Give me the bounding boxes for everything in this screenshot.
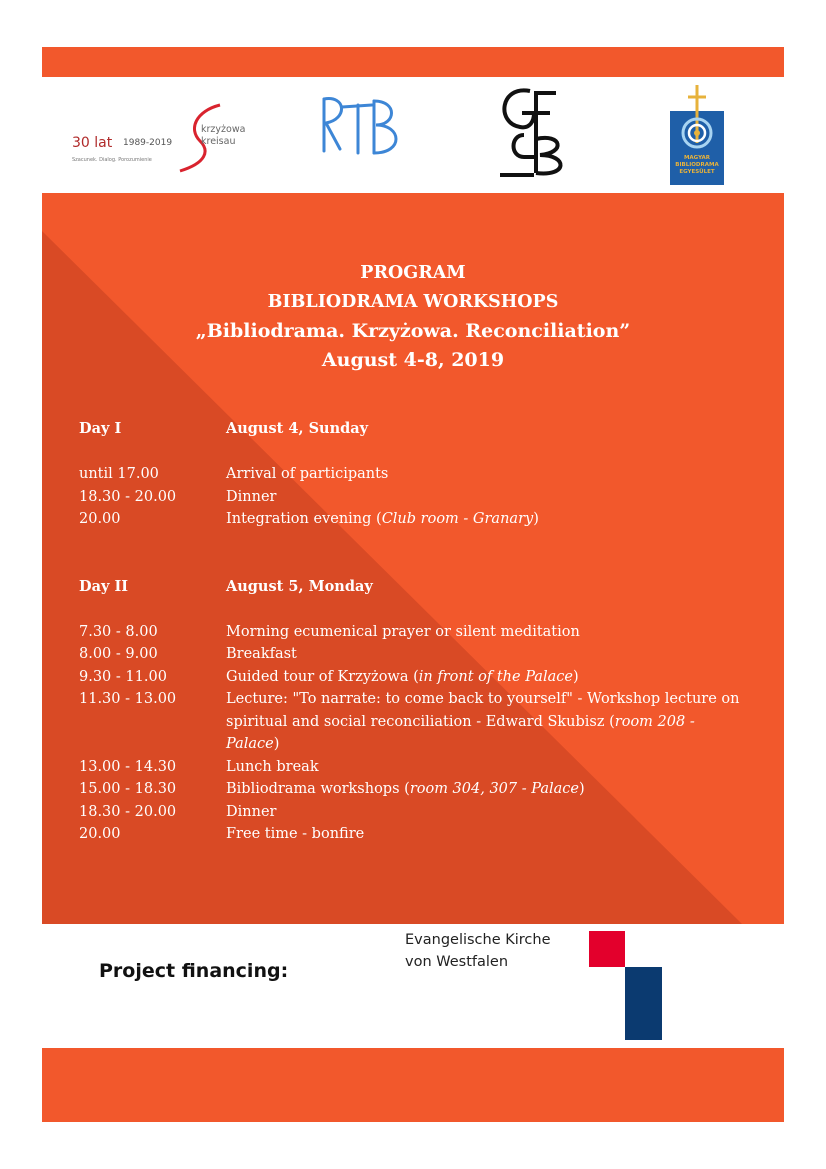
schedule-item bbox=[226, 666, 746, 689]
kreisau-name-pl: krzyżowa bbox=[201, 124, 246, 135]
schedule-row bbox=[79, 643, 746, 666]
gfb-logo bbox=[490, 83, 570, 179]
schedule-item bbox=[226, 711, 746, 756]
schedule-time: 18.30 - 20.00 bbox=[79, 488, 177, 505]
schedule-item bbox=[226, 508, 746, 531]
logo-row bbox=[42, 77, 784, 193]
schedule-item bbox=[226, 778, 746, 801]
mbe-line1: MAGYAR bbox=[683, 155, 711, 161]
item-text-end: ) bbox=[273, 736, 280, 752]
schedule-row bbox=[79, 508, 746, 531]
schedule-time bbox=[79, 711, 226, 756]
schedule-time: 8.00 - 9.00 bbox=[79, 646, 158, 662]
day2-header bbox=[79, 576, 746, 599]
bottom-orange-band bbox=[42, 1048, 784, 1122]
item-text: Bibliodrama workshops ( bbox=[226, 781, 410, 797]
ekvw-blue-bar-icon bbox=[625, 967, 662, 1040]
schedule-row bbox=[79, 823, 746, 846]
program-heading bbox=[42, 259, 784, 375]
mbe-line2: BIBLIODRAMA bbox=[675, 162, 719, 168]
heading-dates: August 4-8, 2019 bbox=[321, 349, 505, 371]
rtb-monogram-icon bbox=[316, 91, 408, 167]
schedule-time: 20.00 bbox=[79, 826, 121, 842]
item-text: Guided tour of Krzyżowa ( bbox=[226, 668, 419, 685]
schedule-item: Breakfast bbox=[226, 646, 297, 662]
item-text-end: ) bbox=[578, 781, 585, 797]
schedule-item: Lecture: "To narrate: to come back to yourself" - Workshop lecture on bbox=[226, 691, 740, 707]
schedule-time: until 17.00 bbox=[79, 466, 159, 482]
schedule bbox=[79, 418, 746, 846]
heading-line1: PROGRAM bbox=[360, 263, 466, 283]
project-financing-label: Project financing: bbox=[99, 960, 289, 982]
schedule-row bbox=[79, 486, 746, 509]
day1-label: Day I bbox=[79, 420, 122, 437]
day2-date: August 5, Monday bbox=[226, 577, 373, 595]
schedule-row bbox=[79, 801, 746, 824]
item-location: room 304, 307 - Palace bbox=[409, 781, 579, 797]
schedule-time: 18.30 - 20.00 bbox=[79, 803, 177, 820]
mbe-logo bbox=[670, 83, 724, 185]
rtb-logo bbox=[316, 91, 408, 167]
schedule-time: 7.30 - 8.00 bbox=[79, 623, 158, 640]
schedule-time: 15.00 - 18.30 bbox=[79, 781, 177, 797]
item-location: in front of the Palace bbox=[418, 668, 573, 685]
schedule-item: Arrival of participants bbox=[226, 466, 389, 482]
schedule-row bbox=[79, 688, 746, 711]
schedule-row bbox=[79, 756, 746, 779]
schedule-row bbox=[79, 666, 746, 689]
financing-section bbox=[42, 924, 784, 1048]
mbe-line3: EGYESÜLET bbox=[679, 169, 715, 175]
schedule-row bbox=[79, 463, 746, 486]
item-text-end: ) bbox=[533, 511, 539, 527]
schedule-time: 9.30 - 11.00 bbox=[79, 668, 167, 685]
schedule-item: Lunch break bbox=[226, 758, 319, 775]
item-location: room 208 - Palace bbox=[226, 713, 695, 752]
program-panel bbox=[42, 193, 784, 924]
item-location: Club room - Granary bbox=[381, 511, 534, 527]
schedule-item: Dinner bbox=[226, 803, 277, 820]
kreisau-name-de: kreisau bbox=[201, 136, 236, 147]
day1-date: August 4, Sunday bbox=[226, 420, 369, 437]
ekvw-line1: Evangelische Kirche bbox=[405, 932, 551, 948]
heading-line2: BIBLIODRAMA WORKSHOPS bbox=[267, 292, 559, 312]
schedule-row bbox=[79, 621, 746, 644]
day2-label: Day II bbox=[79, 577, 129, 595]
schedule-time: 11.30 - 13.00 bbox=[79, 691, 177, 707]
item-text-end: ) bbox=[572, 668, 579, 685]
schedule-row bbox=[79, 711, 746, 756]
item-text: spiritual and social reconciliation - Edward Skubisz ( bbox=[226, 713, 615, 730]
kreisau-tagline: Szacunek. Dialog. Porozumienie bbox=[72, 157, 152, 163]
kreisau-years-label: 30 lat bbox=[72, 135, 113, 151]
day1-header bbox=[79, 418, 746, 441]
schedule-time: 13.00 - 14.30 bbox=[79, 758, 177, 775]
ekvw-name bbox=[405, 929, 551, 973]
schedule-item: Dinner bbox=[226, 488, 277, 505]
top-orange-band bbox=[42, 47, 784, 77]
ekvw-red-square-icon bbox=[589, 931, 625, 967]
schedule-time: 20.00 bbox=[79, 511, 121, 527]
heading-title: „Bibliodrama. Krzyżowa. Reconciliation” bbox=[195, 320, 631, 342]
item-text: Integration evening ( bbox=[226, 511, 382, 527]
kreisau-logo bbox=[70, 101, 270, 173]
schedule-row bbox=[79, 778, 746, 801]
schedule-item: Free time - bonfire bbox=[226, 826, 365, 842]
schedule-item: Morning ecumenical prayer or silent meditation bbox=[226, 623, 580, 640]
gfb-monogram-icon bbox=[490, 83, 570, 179]
mbe-label bbox=[670, 155, 724, 176]
ekvw-line2: von Westfalen bbox=[405, 954, 509, 970]
kreisau-years-range: 1989-2019 bbox=[123, 138, 173, 148]
